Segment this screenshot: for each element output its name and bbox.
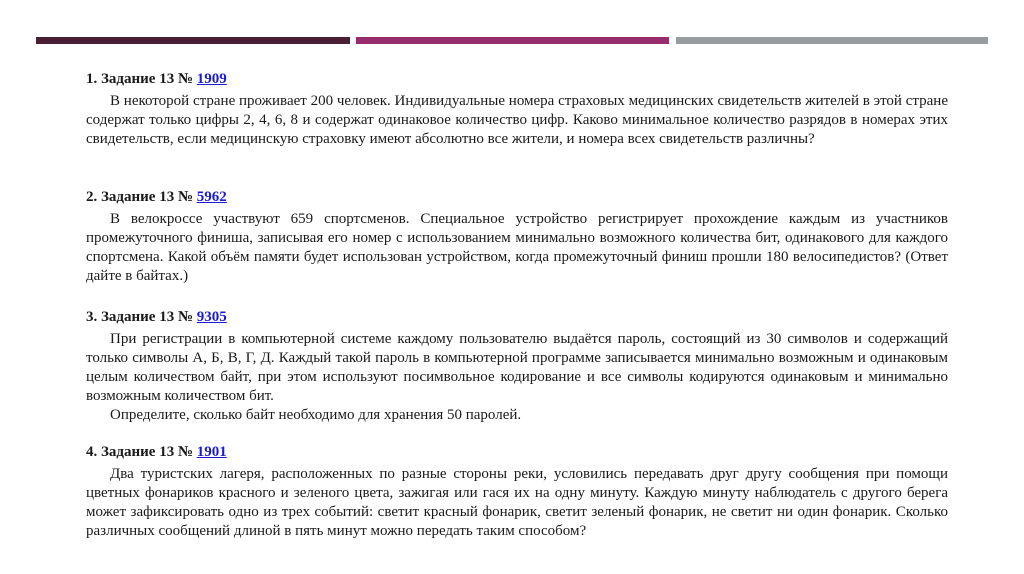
- task-3-heading: [86, 308, 948, 327]
- task-3-link[interactable]: 9305: [196, 309, 227, 325]
- task-3: [86, 308, 948, 425]
- task-1-text: В некоторой стране проживает 200 человек. Индивидуальные номера страховых медицинских свидетельств жителей в этой стране содержат только цифры 2, 4, 6, 8 и содержат одинаковое количество цифр. Каково минимальное количество разрядов в номерах этих свидетельств, если медицинскую страховку имеют абсолютно все жители, и номера всех свидетельств различны?: [86, 93, 948, 147]
- top-bar-segment-1: [36, 37, 350, 44]
- task-4-heading: [86, 443, 948, 462]
- task-1-heading-text: 1. Задание 13 №: [86, 71, 194, 87]
- task-2-text: В велокроссе участвуют 659 спортсменов. Специальное устройство регистрирует прохождение каждым из участников промежуточного финиша, записывая его номер с использованием минимально возможного количества бит, одинакового для каждого спортсмена. Какой объём памяти будет использован устройством, когда промежуточный финиш прошли 180 велосипедистов? (Ответ дайте в байтах.): [86, 211, 948, 284]
- task-2: [86, 188, 948, 286]
- task-1-link[interactable]: 1909: [196, 71, 227, 87]
- task-2-heading-text: 2. Задание 13 №: [86, 189, 194, 205]
- task-4-heading-text: 4. Задание 13 №: [86, 444, 194, 460]
- task-2-link[interactable]: 5962: [196, 189, 227, 205]
- task-4-link[interactable]: 1901: [196, 444, 227, 460]
- top-bar-segment-2: [356, 37, 669, 44]
- task-3-heading-text: 3. Задание 13 №: [86, 309, 194, 325]
- task-4-text: Два туристских лагеря, расположенных по разные стороны реки, условились передавать друг другу сообщения при помощи цветных фонариков красного и зеленого цвета, зажигая или гася их на одну минуту. Каждую минуту наблюдатель с другого берега может зафиксировать одно из трех событий: светит красный фонарик, светит зеленый фонарик, не светит ни один фонарик. Сколько различных сообщений длиной в пять минут можно передать таким способом?: [86, 466, 948, 539]
- task-2-heading: [86, 188, 948, 207]
- top-bar-segment-3: [676, 37, 988, 44]
- task-1: [86, 70, 948, 149]
- task-1-heading: [86, 70, 948, 89]
- task-3-text: При регистрации в компьютерной системе каждому пользователю выдаётся пароль, состоящий из 30 символов и содержащий только символы А, Б, В, Г, Д. Каждый такой пароль в компьютерной программе записывается минимально возможным и одинаковым целым количеством байт, при этом используют посимвольное кодирование и все символы кодируются одинаковым и минимально возможным количеством бит.: [86, 331, 948, 404]
- task-4: [86, 443, 948, 541]
- task-3-extra-text: Определите, сколько байт необходимо для хранения 50 паролей.: [110, 407, 522, 423]
